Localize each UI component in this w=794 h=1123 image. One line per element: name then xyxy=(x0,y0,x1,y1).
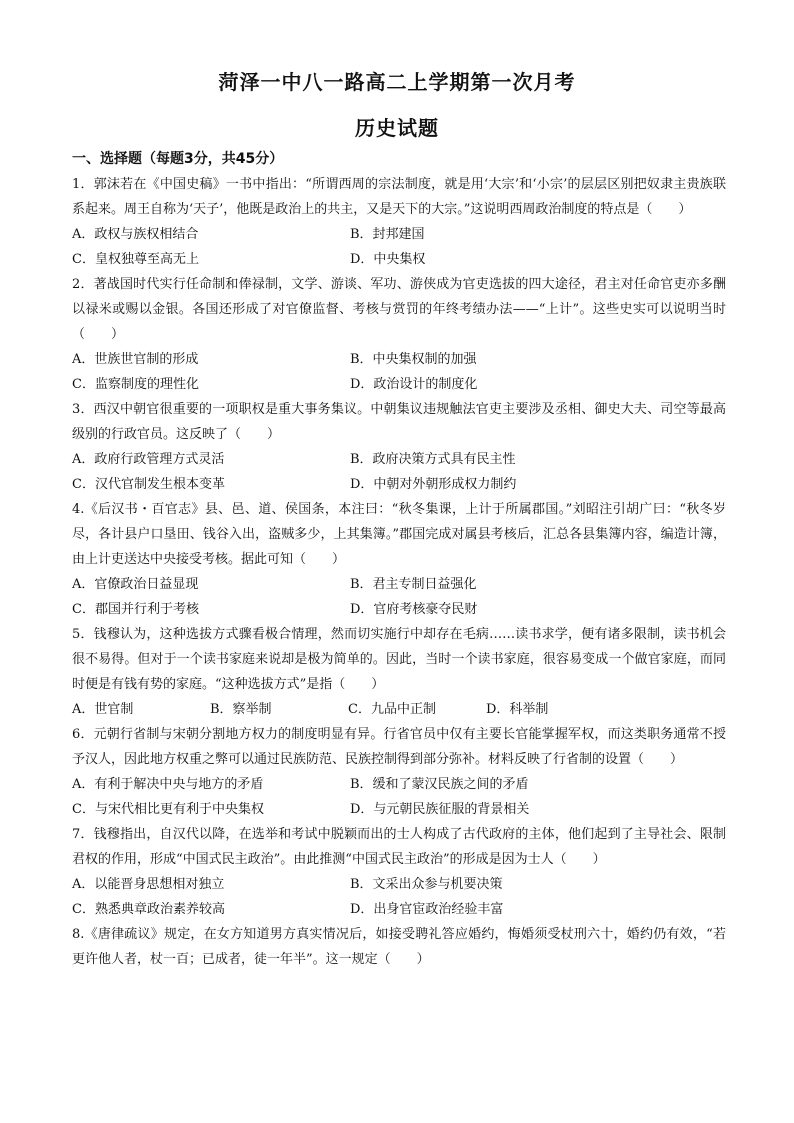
question-text: 3．西汉中朝官很重要的一项职权是重大事务集议。中朝集议违规触法官吏主要涉及丞相、御史大夫、司空等最高级别的行政官员。这反映了（ ） xyxy=(72,402,726,442)
option-c: C．郡国并行利于考核 xyxy=(72,602,199,617)
option-c: C．与宋代相比更有利于中央集权 xyxy=(72,802,264,817)
question-text: 6．元朝行省制与宋朝分割地方权力的制度明显有异。行省官员中仅有主要长官能掌握军权，而这类职务通常不授予汉人，因此地方权重之弊可以通过民族防范、民族控制得到部分弥补。材料反映了行省制的设置（ ） xyxy=(72,727,726,767)
question-list xyxy=(72,172,726,972)
question-options xyxy=(72,872,726,922)
option-a: A．政权与族权相结合 xyxy=(72,227,199,242)
option-d: D．官府考核豪夺民财 xyxy=(350,602,478,617)
option-d: D．出身官宦政治经验丰富 xyxy=(350,902,504,917)
option-b: B．察举制 xyxy=(210,702,272,717)
question-text: 2．著战国时代实行任命制和俸禄制，文学、游谈、军功、游侠成为官吏选拔的四大途径，君主对任命官吏亦多酬以禄米或赐以金银。各国还形成了对官僚监督、考核与赏罚的年终考绩办法——“上计”。这些史实可以说明当时（ ） xyxy=(72,277,726,342)
option-a: A．官僚政治日益显现 xyxy=(72,577,199,592)
option-c: C．九品中正制 xyxy=(348,702,436,717)
option-b: B．缓和了蒙汉民族之间的矛盾 xyxy=(350,777,529,792)
question-options xyxy=(72,447,726,497)
option-d: D．政治设计的制度化 xyxy=(350,377,478,392)
question-item xyxy=(72,397,726,497)
option-c: C．监察制度的理性化 xyxy=(72,377,199,392)
option-c: C．汉代官制发生根本变革 xyxy=(72,477,225,492)
question-text: 8.《唐律疏议》规定，在女方知道男方真实情况后，如接受聘礼答应婚约，悔婚须受杖刑六十，婚约仍有效，“若更许他人者，杖一百；已成者，徒一年半”。这一规定（ ） xyxy=(72,927,726,967)
question-text: 5．钱穆认为，这种选拔方式骤看极合情理，然而切实施行中却存在毛病……读书求学，便有诸多限制，读书机会很不易得。但对于一个读书家庭来说却是极为简单的。因此，当时一个读书家庭，很容易变成一个做官家庭，而同时便是有钱有势的家庭。“这种选拔方式”是指（ ） xyxy=(72,627,726,692)
option-b: B．封邦建国 xyxy=(350,227,425,242)
question-item xyxy=(72,622,726,722)
question-item xyxy=(72,822,726,922)
section-heading: 一、选择题（每题3分，共45分） xyxy=(72,151,284,167)
option-a: A．有利于解决中央与地方的矛盾 xyxy=(72,777,264,792)
question-item xyxy=(72,922,726,972)
question-options xyxy=(72,572,726,622)
option-d: D．中央集权 xyxy=(350,252,426,267)
question-options xyxy=(72,697,726,722)
question-item xyxy=(72,272,726,397)
option-b: B．政府决策方式具有民主性 xyxy=(350,452,516,467)
exam-title: 菏泽一中八一路高二上学期第一次月考 xyxy=(218,70,576,94)
option-a: A．世族世官制的形成 xyxy=(72,352,199,367)
option-a: A．政府行政管理方式灵活 xyxy=(72,452,225,467)
option-b: B．君主专制日益强化 xyxy=(350,577,477,592)
question-options xyxy=(72,772,726,822)
question-options xyxy=(72,347,726,397)
option-d: D．中朝对外朝形成权力制约 xyxy=(350,477,517,492)
question-item xyxy=(72,172,726,272)
question-item xyxy=(72,497,726,622)
question-text: 4.《后汉书・百官志》县、邑、道、侯国条，本注曰：“秋冬集课，上计于所属郡国。”刘昭注引胡广曰：“秋冬岁尽，各计县户口垦田、钱谷入出，盗贼多少，上其集簿。”郡国完成对属县考核后，汇总各县集簿内容，编造计簿，由上计吏送达中央接受考核。据此可知（ ） xyxy=(72,502,726,567)
question-text: 1．郭沫若在《中国史稿》一书中指出：“所谓西周的宗法制度，就是用‘大宗’和‘小宗’的层层区别把奴隶主贵族联系起来。周王自称为‘天子’，他既是政治上的共主，又是天下的大宗。”这说明西周政治制度的特点是（ ） xyxy=(72,177,726,217)
question-options xyxy=(72,222,726,272)
option-d: D．与元朝民族征服的背景相关 xyxy=(350,802,530,817)
option-a: A．世官制 xyxy=(72,702,134,717)
option-c: C．皇权独尊至高无上 xyxy=(72,252,199,267)
option-c: C．熟悉典章政治素养较高 xyxy=(72,902,225,917)
question-text: 7．钱穆指出，自汉代以降，在选举和考试中脱颖而出的士人构成了古代政府的主体，他们起到了主导社会、限制君权的作用，形成“中国式民主政治”。由此推测“中国式民主政治”的形成是因为士人（ ） xyxy=(72,827,726,867)
subject-title: 历史试题 xyxy=(355,116,439,140)
option-d: D．科举制 xyxy=(486,702,549,717)
option-a: A．以能晋身思想相对独立 xyxy=(72,877,225,892)
option-b: B．文采出众参与机要决策 xyxy=(350,877,503,892)
question-item xyxy=(72,722,726,822)
option-b: B．中央集权制的加强 xyxy=(350,352,477,367)
